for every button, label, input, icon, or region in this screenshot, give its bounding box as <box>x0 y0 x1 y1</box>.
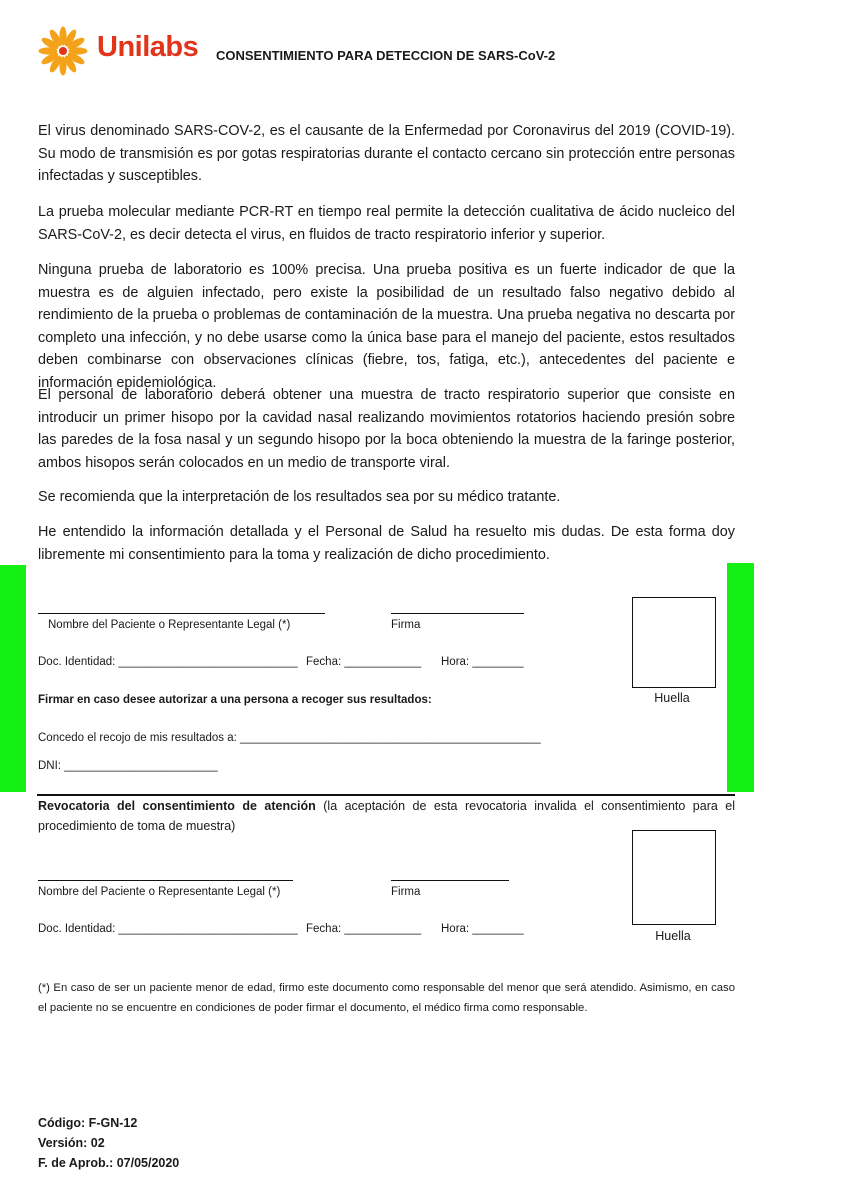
revocation-patient-name-label: Nombre del Paciente o Representante Legal (*) <box>38 886 281 898</box>
revocation-date-field[interactable]: Fecha: ____________ <box>306 923 422 935</box>
document-title: CONSENTIMIENTO PARA DETECCION DE SARS-CoV-2 <box>216 48 556 63</box>
revocation-signature-label: Firma <box>391 886 421 898</box>
pickup-authorization-field[interactable]: Concedo el recojo de mis resultados a: _______________________________________________ <box>38 732 541 744</box>
dni-field[interactable]: DNI: ________________________ <box>38 760 218 772</box>
highlight-bar-left <box>0 565 26 792</box>
paragraph-acknowledgement: He entendido la información detallada y el Personal de Salud ha resuelto mis dudas. De esta forma doy libremente mi consentimiento para la toma y realización de dicho procedimiento. <box>38 524 735 563</box>
date-field[interactable]: Fecha: ____________ <box>306 656 422 668</box>
revocation-fingerprint-label: Huella <box>655 929 691 943</box>
revocation-text: (la aceptación de esta revocatoria invalida el consentimiento para el procedimiento de toma de muestra) <box>38 799 735 833</box>
revocation-patient-name-line[interactable] <box>38 880 293 881</box>
unilabs-logo-icon <box>36 24 90 78</box>
fingerprint-box[interactable] <box>632 597 716 688</box>
fingerprint-label: Huella <box>654 691 690 705</box>
document-version: Versión: 02 <box>38 1136 105 1150</box>
approval-date: F. de Aprob.: 07/05/2020 <box>38 1156 180 1170</box>
paragraph-recommendation: Se recomienda que la interpretación de los resultados sea por su médico tratante. <box>38 489 561 505</box>
revocation-fingerprint-box[interactable] <box>632 830 716 925</box>
revocation-signature-line[interactable] <box>391 880 509 881</box>
footnote: (*) En caso de ser un paciente menor de edad, firmo este documento como responsable del menor que será atendido. Asimismo, en caso el paciente no se encuentre en condiciones de poder firmar el documento, el médico firma como responsable. <box>38 982 735 1014</box>
document-code: Código: F-GN-12 <box>38 1116 138 1130</box>
highlight-bar-right <box>727 563 754 792</box>
revocation-time-field[interactable]: Hora: ________ <box>441 923 524 935</box>
paragraph-pcr-test: La prueba molecular mediante PCR-RT en tiempo real permite la detección cualitativa de ácido nucleico del SARS-CoV-2, es decir detecta el virus, en fluidos de tracto respiratorio inferior y superior. <box>38 204 735 243</box>
paragraph-sampling: El personal de laboratorio deberá obtener una muestra de tracto respiratorio superior que consiste en introducir un primer hisopo por la cavidad nasal realizando movimientos rotatorios haciendo presión sobre las paredes de la fosa nasal y un segundo hisopo por la boca obteniendo la muestra de la faringe posterior, ambos hisopos serán colocados en un medio de transporte viral. <box>38 387 735 471</box>
time-field[interactable]: Hora: ________ <box>441 656 524 668</box>
revocation-heading: Revocatoria del consentimiento de atención <box>38 799 316 813</box>
paragraph-accuracy: Ninguna prueba de laboratorio es 100% precisa. Una prueba positiva es un fuerte indicador de que la muestra es de alguien infectado, pero existe la posibilidad de un resultado falso negativo debido al rendimiento de la prueba o problemas de contaminación de la muestra. Una prueba negativa no descarta por completo una infección, y no debe usarse como la única base para el manejo del paciente, estos resultados deben combinarse con observaciones clínicas (fiebre, tos, fatiga, etc.), antecedentes del paciente e información epidemiológica. <box>38 262 735 391</box>
signature-label: Firma <box>391 619 421 631</box>
signature-line[interactable] <box>391 613 524 614</box>
revocation-paragraph <box>38 796 735 836</box>
paragraph-virus: El virus denominado SARS-COV-2, es el causante de la Enfermedad por Coronavirus del 2019 (COVID-19). Su modo de transmisión es por gotas respiratorias durante el contacto cercano sin protección entre personas infectadas y susceptibles. <box>38 123 735 184</box>
patient-name-line[interactable] <box>38 613 325 614</box>
id-document-field[interactable]: Doc. Identidad: ____________________________ <box>38 656 298 668</box>
brand-name: Unilabs <box>97 31 199 63</box>
patient-name-label: Nombre del Paciente o Representante Legal (*) <box>48 619 291 631</box>
authorize-heading: Firmar en caso desee autorizar a una persona a recoger sus resultados: <box>38 694 432 706</box>
revocation-id-document-field[interactable]: Doc. Identidad: ____________________________ <box>38 923 298 935</box>
